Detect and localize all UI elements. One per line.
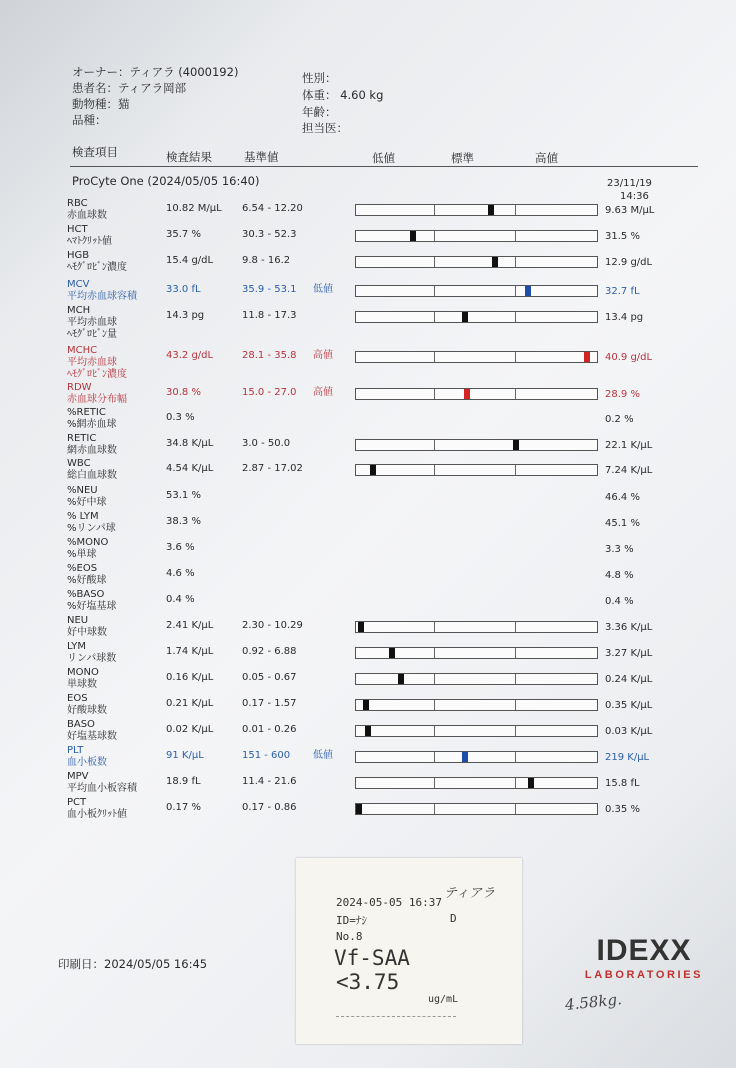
range-separator	[515, 352, 516, 362]
row-range-bar	[355, 230, 598, 242]
row-analyte-name: %RETIC	[67, 407, 106, 418]
row-reference: 11.8 - 17.3	[242, 310, 297, 321]
range-separator	[515, 752, 516, 762]
row-previous-result: 31.5 %	[605, 231, 640, 242]
row-range-bar	[355, 464, 598, 476]
weight-line: 体重： 4.60 kg	[302, 88, 384, 102]
breed-line: 品種：	[72, 113, 107, 127]
row-analyte-jp: 総白血球数	[67, 470, 117, 481]
low-marker	[462, 752, 468, 762]
row-previous-result: 40.9 g/dL	[605, 352, 653, 363]
range-separator	[515, 700, 516, 710]
patient-line: 患者名：ティアラ岡部	[72, 81, 187, 95]
row-range-bar	[355, 621, 598, 633]
age-line: 年齢：	[302, 105, 337, 119]
row-analyte-name: RDW	[67, 382, 92, 393]
range-separator	[434, 726, 435, 736]
prev-date: 23/11/19	[607, 178, 652, 189]
value-marker	[488, 205, 494, 215]
row-analyte-name: BASO	[67, 719, 95, 730]
row-result: 91 K/µL	[166, 750, 204, 761]
row-range-bar	[355, 204, 598, 216]
row-analyte-name: HGB	[67, 250, 90, 261]
header-rule	[70, 166, 698, 167]
row-result: 1.74 K/µL	[166, 646, 214, 657]
range-separator	[515, 389, 516, 399]
row-analyte-name: NEU	[67, 615, 89, 626]
row-range-bar	[355, 351, 598, 363]
row-previous-result: 3.36 K/µL	[605, 622, 653, 633]
range-separator	[434, 312, 435, 322]
row-reference: 0.17 - 0.86	[242, 802, 297, 813]
row-result: 3.6 %	[166, 542, 195, 553]
row-result: 18.9 fL	[166, 776, 201, 787]
sex-line: 性別：	[302, 71, 337, 85]
range-separator	[434, 804, 435, 814]
row-previous-result: 0.4 %	[605, 596, 634, 607]
row-result: 4.54 K/µL	[166, 463, 214, 474]
row-analyte-name: MONO	[67, 667, 99, 678]
svg-text:IDEXX: IDEXX	[596, 934, 692, 967]
row-previous-result: 12.9 g/dL	[605, 257, 653, 268]
high-marker	[584, 352, 590, 362]
range-separator	[515, 205, 516, 215]
range-separator	[515, 648, 516, 658]
range-separator	[434, 205, 435, 215]
row-analyte-jp: %好塩基球	[67, 601, 117, 612]
range-separator	[515, 286, 516, 296]
row-range-bar	[355, 388, 598, 400]
value-marker	[389, 648, 395, 658]
row-result: 33.0 fL	[166, 284, 201, 295]
row-range-bar	[355, 673, 598, 685]
row-analyte-jp: 網赤血球数	[67, 445, 117, 456]
range-separator	[515, 465, 516, 475]
row-analyte-jp: 赤血球分布幅	[67, 394, 127, 405]
row-result: 10.82 M/µL	[166, 203, 222, 214]
row-reference: 151 - 600	[242, 750, 291, 761]
range-separator	[434, 648, 435, 658]
row-result: 53.1 %	[166, 490, 201, 501]
row-analyte-jp: 平均血小板容積	[67, 783, 137, 794]
row-analyte-name: HCT	[67, 224, 88, 235]
row-result: 43.2 g/dL	[166, 350, 214, 361]
row-range-bar	[355, 439, 598, 451]
row-reference: 0.17 - 1.57	[242, 698, 297, 709]
row-analyte-name: %MONO	[67, 537, 109, 548]
range-separator	[434, 700, 435, 710]
row-reference: 30.3 - 52.3	[242, 229, 297, 240]
value-marker	[398, 674, 404, 684]
row-result: 2.41 K/µL	[166, 620, 214, 631]
row-analyte-name: % LYM	[67, 511, 99, 522]
row-analyte-name: %NEU	[67, 485, 98, 496]
prev-time: 14:36	[620, 191, 649, 202]
range-separator	[434, 231, 435, 241]
row-result: 34.8 K/µL	[166, 438, 214, 449]
row-result: 0.21 K/µL	[166, 698, 214, 709]
value-marker	[370, 465, 376, 475]
range-separator	[515, 778, 516, 788]
range-separator	[434, 440, 435, 450]
row-result: 0.17 %	[166, 802, 201, 813]
row-reference: 3.0 - 50.0	[242, 438, 291, 449]
row-reference: 0.05 - 0.67	[242, 672, 297, 683]
high-marker	[464, 389, 470, 399]
row-analyte-name: LYM	[67, 641, 86, 652]
row-flag: 低値	[313, 750, 333, 761]
range-separator	[515, 231, 516, 241]
receipt-unit: ug/mL	[428, 994, 459, 1005]
range-separator	[515, 804, 516, 814]
row-previous-result: 9.63 M/µL	[605, 205, 655, 216]
row-result: 4.6 %	[166, 568, 195, 579]
row-reference: 2.87 - 17.02	[242, 463, 303, 474]
row-analyte-name: WBC	[67, 458, 91, 469]
row-result: 15.4 g/dL	[166, 255, 214, 266]
row-reference: 0.01 - 0.26	[242, 724, 297, 735]
row-previous-result: 0.24 K/µL	[605, 674, 653, 685]
row-range-bar	[355, 777, 598, 789]
range-separator	[434, 257, 435, 267]
row-previous-result: 0.03 K/µL	[605, 726, 653, 737]
species-line: 動物種：猫	[72, 97, 130, 111]
row-analyte-jp: %単球	[67, 549, 97, 560]
row-analyte-jp: 単球数	[67, 679, 97, 690]
receipt-handwritten-name: ティアラ	[444, 886, 495, 901]
col-item: 検査項目	[72, 145, 118, 159]
range-separator	[434, 674, 435, 684]
row-analyte-name: PCT	[67, 797, 87, 808]
row-flag: 高値	[313, 387, 333, 398]
receipt-rule	[336, 1016, 456, 1017]
row-previous-result: 0.35 K/µL	[605, 700, 653, 711]
row-range-bar	[355, 647, 598, 659]
col-low: 低値	[372, 151, 395, 165]
row-previous-result: 4.8 %	[605, 570, 634, 581]
value-marker	[492, 257, 498, 267]
low-marker	[525, 286, 531, 296]
row-analyte-name: EOS	[67, 693, 88, 704]
row-previous-result: 28.9 %	[605, 389, 640, 400]
row-reference: 15.0 - 27.0	[242, 387, 297, 398]
print-date: 印刷日：2024/05/05 16:45	[58, 957, 208, 971]
row-previous-result: 45.1 %	[605, 518, 640, 529]
row-analyte-name: PLT	[67, 745, 84, 756]
row-reference: 6.54 - 12.20	[242, 203, 303, 214]
row-flag: 低値	[313, 284, 333, 295]
row-analyte-jp2: ﾍﾓｸﾞﾛﾋﾞﾝ濃度	[67, 369, 127, 380]
row-analyte-jp2: ﾍﾓｸﾞﾛﾋﾞﾝ量	[67, 329, 117, 340]
value-marker	[358, 622, 364, 632]
row-analyte-name: %BASO	[67, 589, 105, 600]
value-marker	[513, 440, 519, 450]
range-separator	[515, 257, 516, 267]
row-range-bar	[355, 256, 598, 268]
row-range-bar	[355, 725, 598, 737]
row-result: 0.16 K/µL	[166, 672, 214, 683]
range-separator	[515, 726, 516, 736]
col-reference: 基準値	[244, 150, 279, 164]
row-previous-result: 13.4 pg	[605, 312, 644, 323]
row-reference: 9.8 - 16.2	[242, 255, 291, 266]
row-flag: 高値	[313, 350, 333, 361]
row-analyte-jp: %好酸球	[67, 575, 107, 586]
range-separator	[434, 465, 435, 475]
row-previous-result: 0.35 %	[605, 804, 640, 815]
row-analyte-jp: 好酸球数	[67, 705, 107, 716]
row-analyte-jp: %リンパ球	[67, 523, 116, 534]
row-analyte-jp: 血小板数	[67, 757, 107, 768]
row-analyte-name: MCV	[67, 279, 90, 290]
row-reference: 11.4 - 21.6	[242, 776, 297, 787]
row-result: 35.7 %	[166, 229, 201, 240]
value-marker	[528, 778, 534, 788]
row-previous-result: 219 K/µL	[605, 752, 650, 763]
col-high: 高値	[535, 151, 558, 165]
value-marker	[363, 700, 369, 710]
svg-text:LABORATORIES: LABORATORIES	[584, 969, 704, 981]
row-analyte-jp: ﾍﾓｸﾞﾛﾋﾞﾝ濃度	[67, 262, 127, 273]
range-separator	[515, 622, 516, 632]
row-previous-result: 0.2 %	[605, 414, 634, 425]
row-analyte-name: MPV	[67, 771, 89, 782]
row-previous-result: 22.1 K/µL	[605, 440, 653, 451]
receipt-id: ID=ﾅｼ	[336, 914, 367, 927]
row-result: 0.02 K/µL	[166, 724, 214, 735]
row-previous-result: 46.4 %	[605, 492, 640, 503]
receipt-datetime: 2024-05-05 16:37	[336, 896, 442, 909]
row-result: 0.4 %	[166, 594, 195, 605]
receipt-value: <3.75	[336, 970, 400, 994]
owner-line: オーナー：ティアラ (4000192)	[72, 65, 239, 79]
row-result: 38.3 %	[166, 516, 201, 527]
row-analyte-jp: 平均赤血球容積	[67, 291, 137, 302]
row-range-bar	[355, 285, 598, 297]
saa-receipt	[296, 858, 522, 1044]
doctor-line: 担当医：	[302, 121, 348, 135]
row-previous-result: 3.27 K/µL	[605, 648, 653, 659]
value-marker	[410, 231, 416, 241]
row-analyte-jp: %網赤血球	[67, 419, 117, 430]
row-range-bar	[355, 803, 598, 815]
row-analyte-jp: リンパ球数	[67, 653, 117, 664]
row-analyte-name: MCH	[67, 305, 91, 316]
range-separator	[434, 752, 435, 762]
row-reference: 2.30 - 10.29	[242, 620, 303, 631]
analyzer-title: ProCyte One (2024/05/05 16:40)	[72, 174, 260, 188]
row-analyte-name: RBC	[67, 198, 88, 209]
range-separator	[434, 286, 435, 296]
range-separator	[434, 622, 435, 632]
row-analyte-jp: %好中球	[67, 497, 107, 508]
receipt-test: Vf-SAA	[334, 946, 410, 970]
row-previous-result: 3.3 %	[605, 544, 634, 555]
row-result: 0.3 %	[166, 412, 195, 423]
row-analyte-name: MCHC	[67, 345, 98, 356]
row-analyte-name: RETIC	[67, 433, 97, 444]
range-separator	[434, 352, 435, 362]
value-marker	[462, 312, 468, 322]
range-separator	[515, 674, 516, 684]
row-range-bar	[355, 311, 598, 323]
col-normal: 標準	[451, 151, 474, 165]
value-marker	[365, 726, 371, 736]
row-reference: 35.9 - 53.1	[242, 284, 297, 295]
receipt-d: D	[450, 912, 457, 925]
row-range-bar	[355, 699, 598, 711]
row-previous-result: 32.7 fL	[605, 286, 640, 297]
range-separator	[434, 389, 435, 399]
handwritten-weight: 4.58kg.	[564, 990, 623, 1014]
row-previous-result: 15.8 fL	[605, 778, 640, 789]
range-separator	[515, 312, 516, 322]
row-analyte-jp: 血小板ｸﾘｯﾄ値	[67, 809, 127, 820]
row-analyte-name: %EOS	[67, 563, 98, 574]
row-result: 14.3 pg	[166, 310, 205, 321]
row-range-bar	[355, 751, 598, 763]
col-result: 検査結果	[166, 150, 212, 164]
row-analyte-jp: 好塩基球数	[67, 731, 117, 742]
receipt-no: No.8	[336, 930, 363, 943]
row-analyte-jp: 好中球数	[67, 627, 107, 638]
row-result: 30.8 %	[166, 387, 201, 398]
value-marker	[356, 804, 362, 814]
row-analyte-jp: 赤血球数	[67, 210, 107, 221]
row-analyte-jp: 平均赤血球	[67, 317, 117, 328]
range-separator	[434, 778, 435, 788]
row-reference: 0.92 - 6.88	[242, 646, 297, 657]
row-reference: 28.1 - 35.8	[242, 350, 297, 361]
row-previous-result: 7.24 K/µL	[605, 465, 653, 476]
row-analyte-jp: ﾍﾏﾄｸﾘｯﾄ値	[67, 236, 112, 247]
row-analyte-jp: 平均赤血球	[67, 357, 117, 368]
idexx-logo	[574, 934, 714, 982]
